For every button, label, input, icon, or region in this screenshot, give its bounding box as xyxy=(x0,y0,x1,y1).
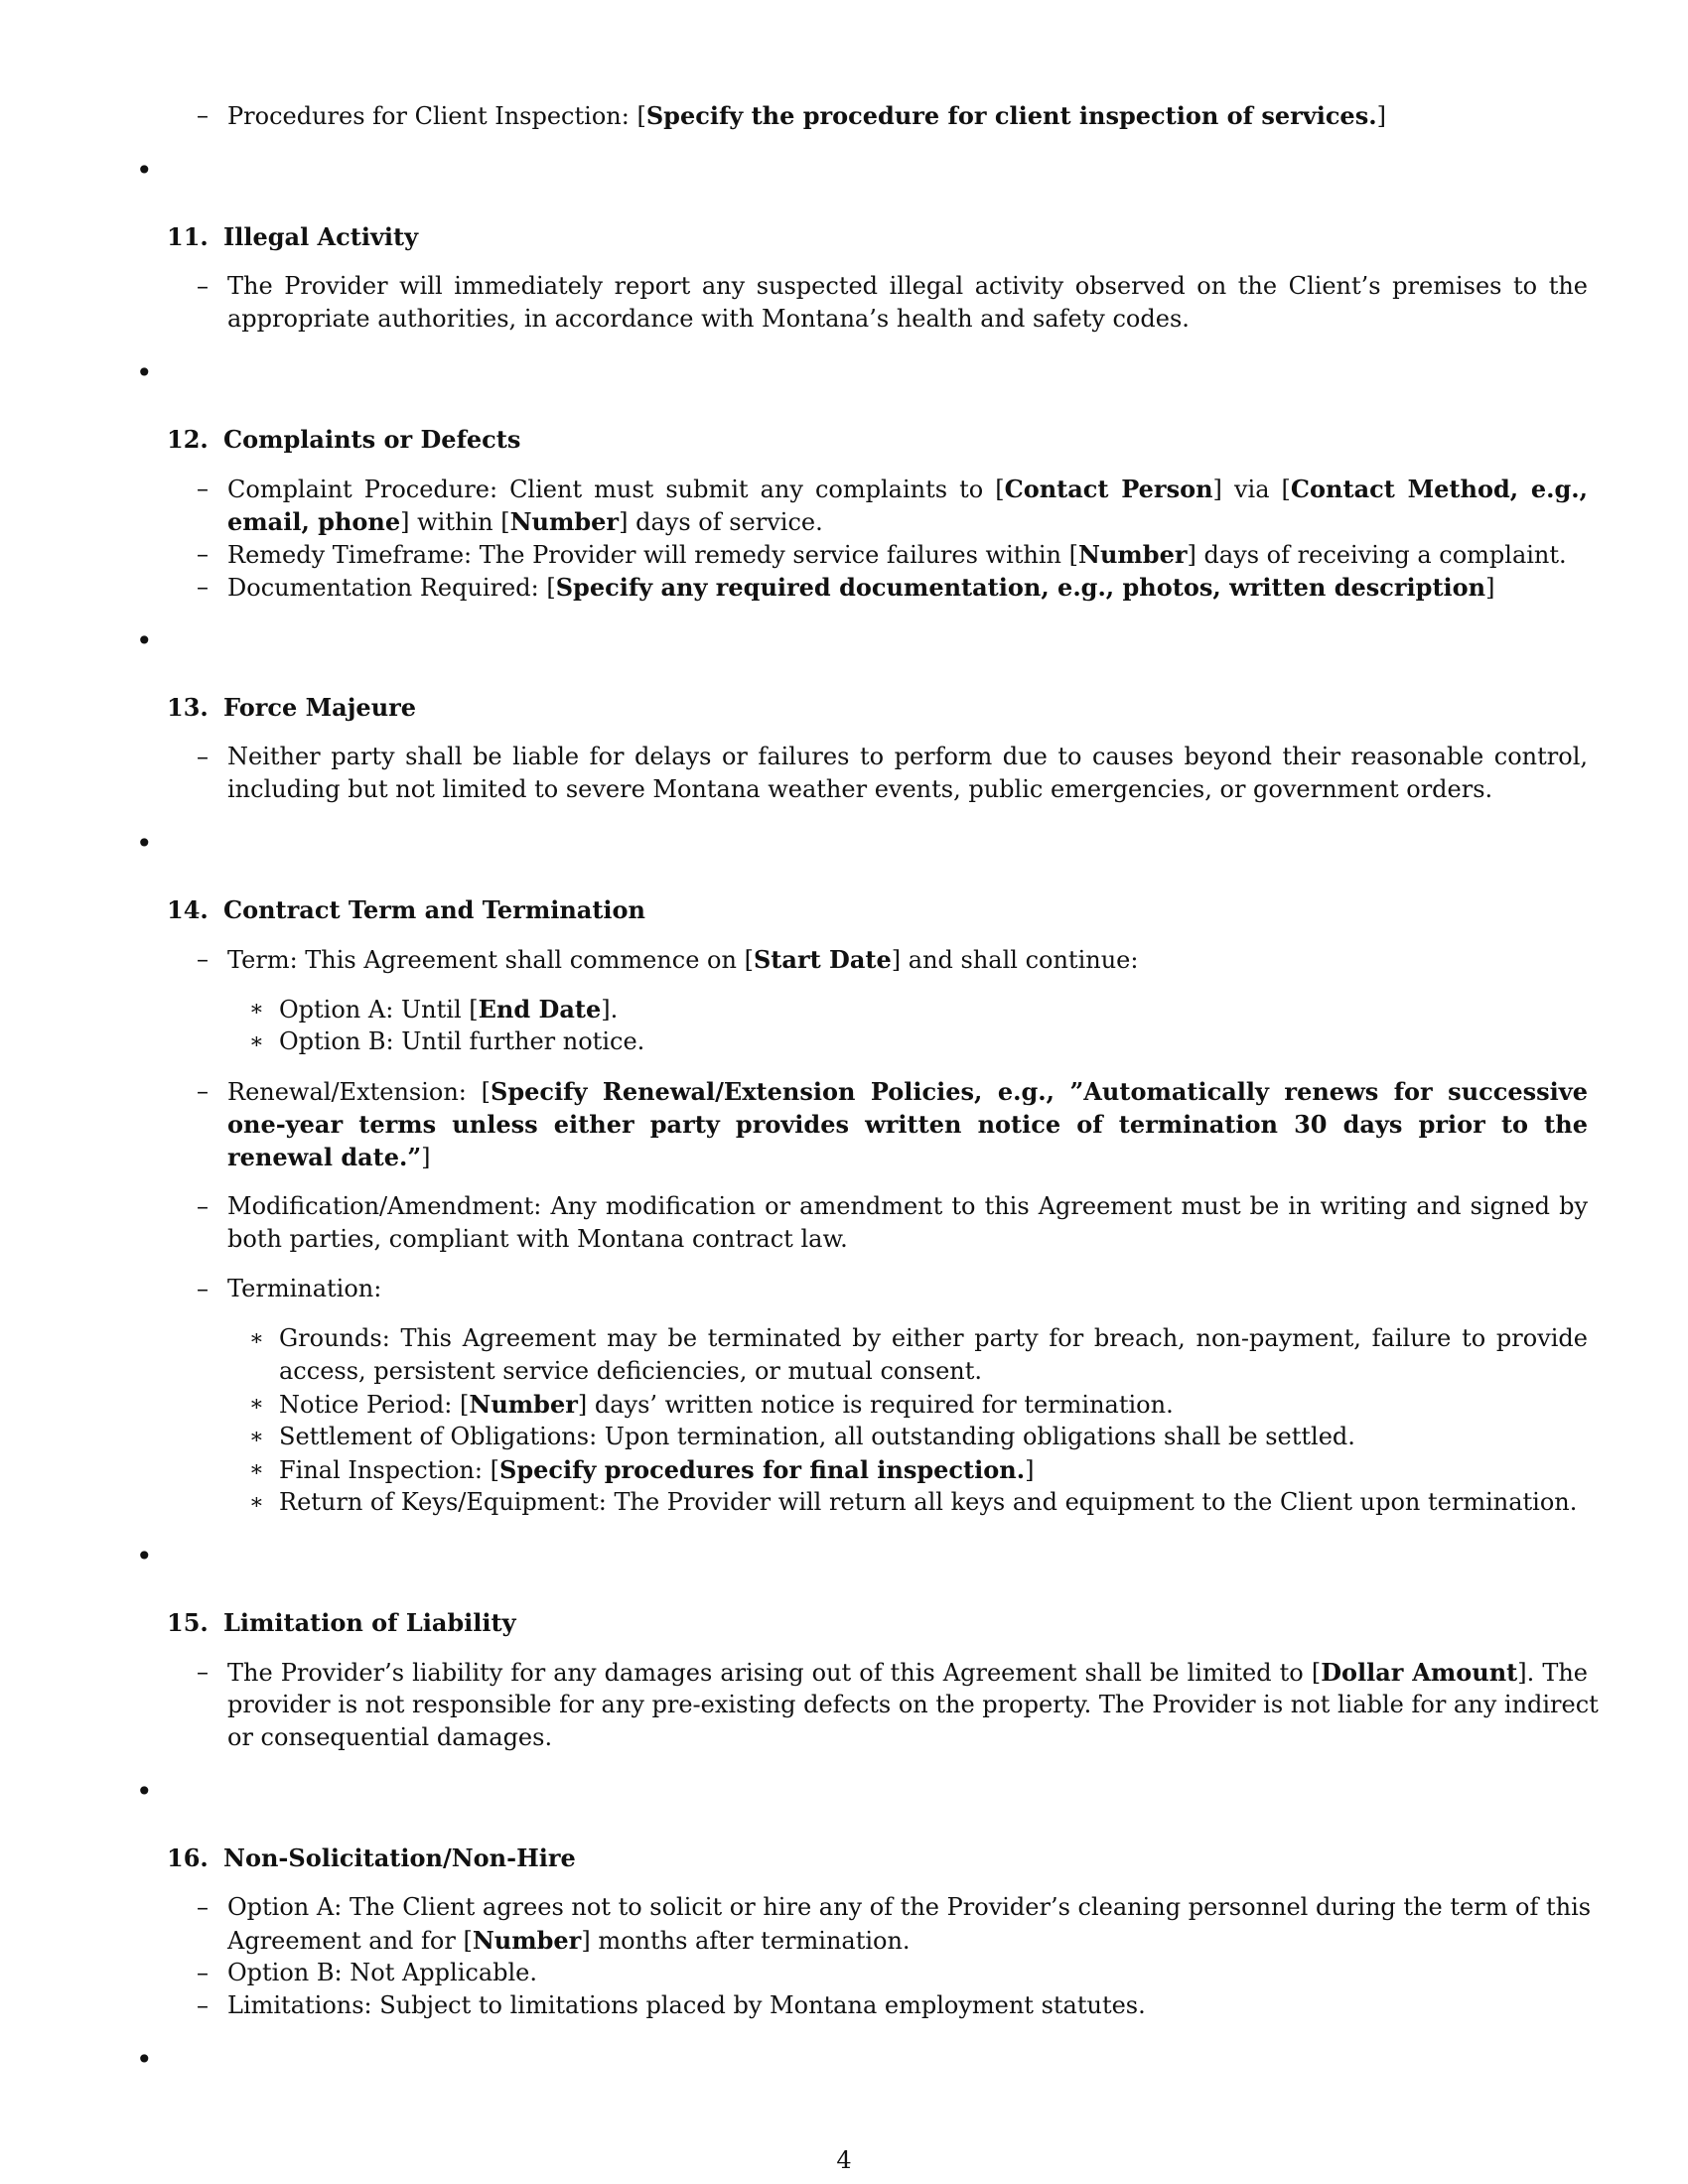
star-marker: ∗ xyxy=(249,1392,264,1417)
dash-marker: – xyxy=(197,945,209,973)
dash-marker: – xyxy=(197,1275,209,1302)
settlement-line: Settlement of Obligations: Upon termination, all outstanding obligations shall be settled. xyxy=(279,1423,1355,1450)
force-majeure-text-line1: Neither party shall be liable for delays or failures to perform due to causes beyond their reasonable control, xyxy=(227,743,1588,770)
bullet-marker: • xyxy=(136,356,153,389)
non-solicit-option-a-line2: Agreement and for [Number] months after termination. xyxy=(227,1926,911,1955)
liability-line1: The Provider’s liability for any damages arising out of this Agreement shall be limited to [Dollar Amount]. The xyxy=(227,1658,1588,1687)
non-solicit-option-b: Option B: Not Applicable. xyxy=(227,1959,537,1986)
dash-marker: – xyxy=(197,1991,209,2019)
dash-marker: – xyxy=(197,573,209,601)
bullet-marker: • xyxy=(136,154,153,187)
star-marker: ∗ xyxy=(249,1425,264,1449)
modification-line1: Modification/Amendment: Any modification or amendment to this Agreement must be in writing and signed by xyxy=(227,1192,1588,1220)
non-solicit-option-a-line1: Option A: The Client agrees not to solicit or hire any of the Provider’s cleaning personnel during the term of this xyxy=(227,1893,1592,1921)
dash-marker: – xyxy=(197,1959,209,1986)
modification-line2: both parties, compliant with Montana contract law. xyxy=(227,1225,848,1253)
dash-marker: – xyxy=(197,475,209,502)
dash-marker: – xyxy=(197,1658,209,1686)
bullet-marker: • xyxy=(136,624,153,657)
illegal-activity-text-line1: The Provider will immediately report any suspected illegal activity observed on the Client’s premises to the xyxy=(227,272,1588,300)
final-inspection-line: Final Inspection: [Specify procedures for final inspection.] xyxy=(279,1455,1035,1484)
page-number: 4 xyxy=(836,2146,852,2174)
notice-period-line: Notice Period: [Number] days’ written notice is required for termination. xyxy=(279,1390,1174,1419)
section-15-heading: 15. Limitation of Liability xyxy=(167,1608,516,1637)
grounds-line1: Grounds: This Agreement may be terminated by either party for breach, non-payment, failure to provide xyxy=(279,1324,1588,1352)
bullet-marker: • xyxy=(136,2043,153,2076)
section-13-heading: 13. Force Majeure xyxy=(167,693,417,722)
renewal-line2: one-year terms unless either party provides written notice of termination 30 days prior to the xyxy=(227,1110,1588,1139)
dash-marker: – xyxy=(197,1893,209,1921)
star-marker: ∗ xyxy=(249,1490,264,1515)
dash-marker: – xyxy=(197,1192,209,1220)
star-marker: ∗ xyxy=(249,1457,264,1482)
star-marker: ∗ xyxy=(249,997,264,1022)
documentation-required-line: Documentation Required: [Specify any required documentation, e.g., photos, written description] xyxy=(227,573,1495,602)
section-11-heading: 11. Illegal Activity xyxy=(167,222,419,251)
renewal-line1: Renewal/Extension: [Specify Renewal/Extension Policies, e.g., ”Automatically renews for successive xyxy=(227,1077,1588,1106)
dash-marker: – xyxy=(197,1077,209,1105)
liability-line2: provider is not responsible for any pre-existing defects on the property. The Provider is not liable for any indirect xyxy=(227,1691,1599,1718)
dash-marker: – xyxy=(197,743,209,770)
remedy-timeframe-line: Remedy Timeframe: The Provider will remedy service failures within [Number] days of receiving a complaint. xyxy=(227,540,1567,569)
complaint-procedure-line1: Complaint Procedure: Client must submit any complaints to [Contact Person] via [Contact Method, e.g., xyxy=(227,475,1588,503)
dash-marker: – xyxy=(197,540,209,568)
return-keys-line: Return of Keys/Equipment: The Provider will return all keys and equipment to the Client upon termination. xyxy=(279,1488,1578,1516)
section-14-heading: 14. Contract Term and Termination xyxy=(167,895,645,924)
dash-marker: – xyxy=(197,272,209,300)
illegal-activity-text-line2: appropriate authorities, in accordance with Montana’s health and safety codes. xyxy=(227,305,1190,333)
section-16-heading: 16. Non-Solicitation/Non-Hire xyxy=(167,1843,576,1872)
complaint-procedure-line2: email, phone] within [Number] days of service. xyxy=(227,507,823,536)
bullet-marker: • xyxy=(136,1540,153,1572)
term-line: Term: This Agreement shall commence on [Start Date] and shall continue: xyxy=(227,945,1139,974)
term-option-a: Option A: Until [End Date]. xyxy=(279,995,619,1024)
liability-line3: or consequential damages. xyxy=(227,1723,553,1751)
grounds-line2: access, persistent service deficiencies, or mutual consent. xyxy=(279,1357,983,1385)
star-marker: ∗ xyxy=(249,1029,264,1054)
dash-marker: – xyxy=(197,101,209,129)
bullet-marker: • xyxy=(136,1775,153,1808)
termination-label: Termination: xyxy=(227,1275,382,1302)
force-majeure-text-line2: including but not limited to severe Montana weather events, public emergencies, or government orders. xyxy=(227,775,1493,803)
bullet-marker: • xyxy=(136,827,153,860)
star-marker: ∗ xyxy=(249,1326,264,1351)
section-12-heading: 12. Complaints or Defects xyxy=(167,425,521,454)
term-option-b: Option B: Until further notice. xyxy=(279,1027,645,1055)
renewal-line3: renewal date.”] xyxy=(227,1143,431,1171)
inspection-procedure-line: Procedures for Client Inspection: [Specify the procedure for client inspection of services.] xyxy=(227,101,1386,130)
non-solicit-limitations: Limitations: Subject to limitations placed by Montana employment statutes. xyxy=(227,1991,1146,2019)
